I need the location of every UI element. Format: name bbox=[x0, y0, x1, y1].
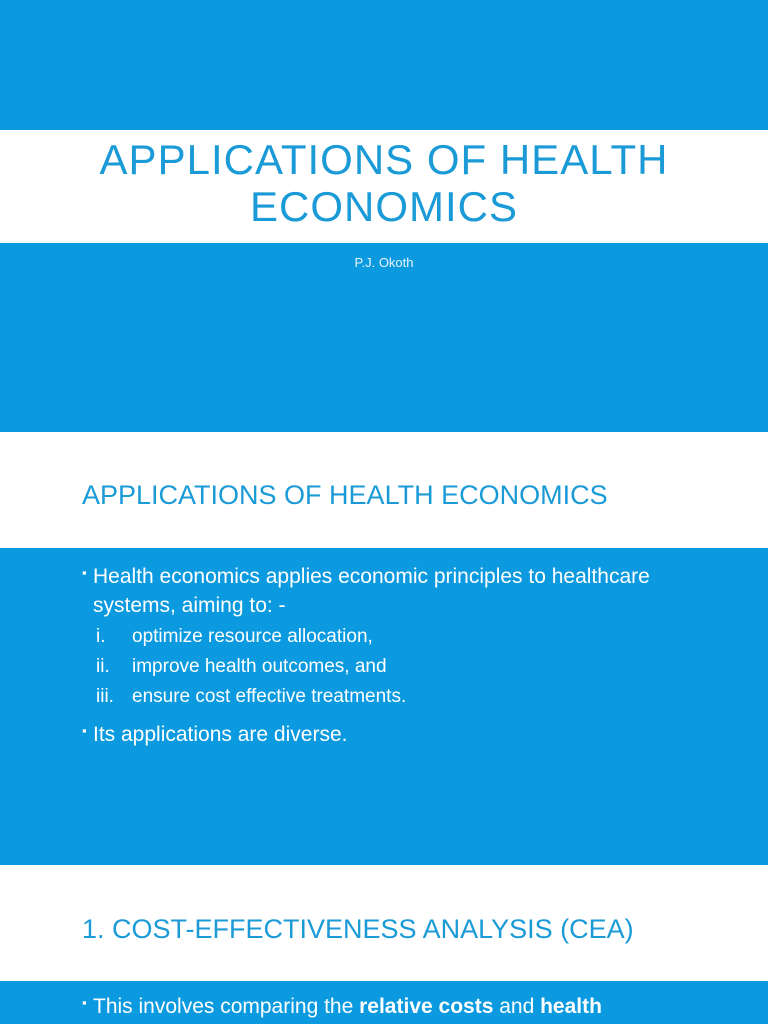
slide-overview[interactable] bbox=[0, 445, 768, 865]
bullet-text-part: This involves comparing the bbox=[93, 995, 360, 1018]
bullet-text: Its applications are diverse. bbox=[93, 723, 348, 746]
title-band bbox=[0, 130, 768, 243]
list-item-text: ensure cost effective treatments. bbox=[132, 686, 407, 707]
list-item-text: optimize resource allocation, bbox=[132, 626, 373, 647]
list-item bbox=[82, 622, 702, 652]
square-bullet-icon: ▪ bbox=[82, 565, 87, 580]
bold-phrase: health bbox=[540, 995, 602, 1018]
bullet-item bbox=[82, 992, 768, 1021]
bullet-item bbox=[82, 562, 702, 620]
bullet-text: Health economics applies economic principles to healthcare systems, aiming to: - bbox=[93, 565, 650, 617]
bold-phrase: relative costs bbox=[359, 995, 494, 1018]
title-band bbox=[0, 445, 768, 548]
presentation-title: APPLICATIONS OF HEALTH ECONOMICS bbox=[99, 136, 669, 230]
slide-title: APPLICATIONS OF HEALTH ECONOMICS bbox=[82, 480, 608, 510]
list-number: ii. bbox=[96, 656, 110, 677]
slide-body bbox=[82, 992, 768, 1021]
square-bullet-icon: ▪ bbox=[82, 723, 87, 738]
slide-title-slide[interactable] bbox=[0, 0, 768, 432]
list-number: iii. bbox=[96, 686, 114, 707]
bullet-item bbox=[82, 720, 702, 749]
slide-body bbox=[82, 562, 702, 749]
list-item bbox=[82, 652, 702, 682]
list-item-text: improve health outcomes, and bbox=[132, 656, 387, 677]
slide-title: 1. COST-EFFECTIVENESS ANALYSIS (CEA) bbox=[82, 914, 634, 944]
title-band bbox=[0, 877, 768, 981]
list-item bbox=[82, 682, 702, 712]
square-bullet-icon: ▪ bbox=[82, 995, 87, 1010]
slide-cost-effectiveness[interactable] bbox=[0, 877, 768, 1024]
author-subtitle: P.J. Okoth bbox=[354, 255, 414, 270]
list-number: i. bbox=[96, 626, 106, 647]
numbered-list bbox=[82, 622, 702, 712]
bullet-text-part: and bbox=[493, 995, 541, 1018]
